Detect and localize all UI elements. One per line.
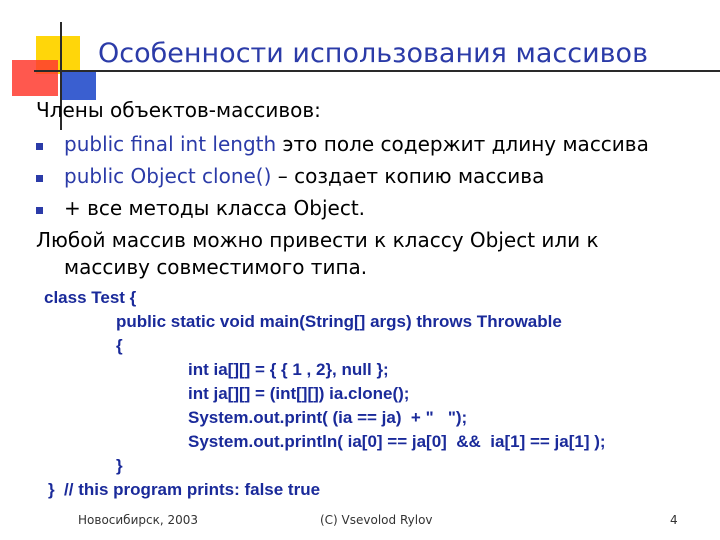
footer-location: Новосибирск, 2003 <box>78 513 199 527</box>
code-line: int ia[][] = { { 1 , 2}, null }; <box>188 360 389 379</box>
code-line: System.out.print( (ia == ja) + " "); <box>188 408 468 427</box>
paragraph-line-1: Любой массив можно привести к классу Object или к <box>36 228 599 252</box>
code-line: int ja[][] = (int[][]) ia.clone(); <box>188 384 410 403</box>
bullet-item-3 <box>64 196 365 220</box>
bullet-text: – создает копию массива <box>271 164 545 188</box>
bullet-text: + все методы класса Object. <box>64 196 366 220</box>
bullet-square-icon <box>36 207 43 214</box>
intro-text: Члены объектов-массивов: <box>36 98 321 122</box>
bullet-code: public Object clone() <box>64 164 272 188</box>
decor-red-square <box>12 60 58 96</box>
bullet-text: это поле содержит длину массива <box>276 132 649 156</box>
bullet-item-1 <box>64 132 649 156</box>
code-line: System.out.println( ia[0] == ja[0] && ia[1] == ja[1] ); <box>188 432 606 451</box>
decor-blue-square <box>60 70 96 100</box>
title-underline <box>34 70 720 72</box>
code-line: public static void main(String[] args) throws Throwable <box>116 312 562 331</box>
code-line: } // this program prints: false true <box>48 480 321 499</box>
bullet-square-icon <box>36 143 43 150</box>
bullet-square-icon <box>36 175 43 182</box>
slide-title: Особенности использования массивов <box>98 38 648 69</box>
code-line: { <box>116 336 123 355</box>
page-number: 4 <box>670 513 678 527</box>
code-line: } <box>116 456 123 475</box>
bullet-code: public final int length <box>64 132 277 156</box>
bullet-item-2 <box>64 164 544 188</box>
footer-copyright: (C) Vsevolod Rylov <box>320 513 433 527</box>
code-line: class Test { <box>44 288 137 307</box>
paragraph-line-2: массиву совместимого типа. <box>64 255 368 279</box>
